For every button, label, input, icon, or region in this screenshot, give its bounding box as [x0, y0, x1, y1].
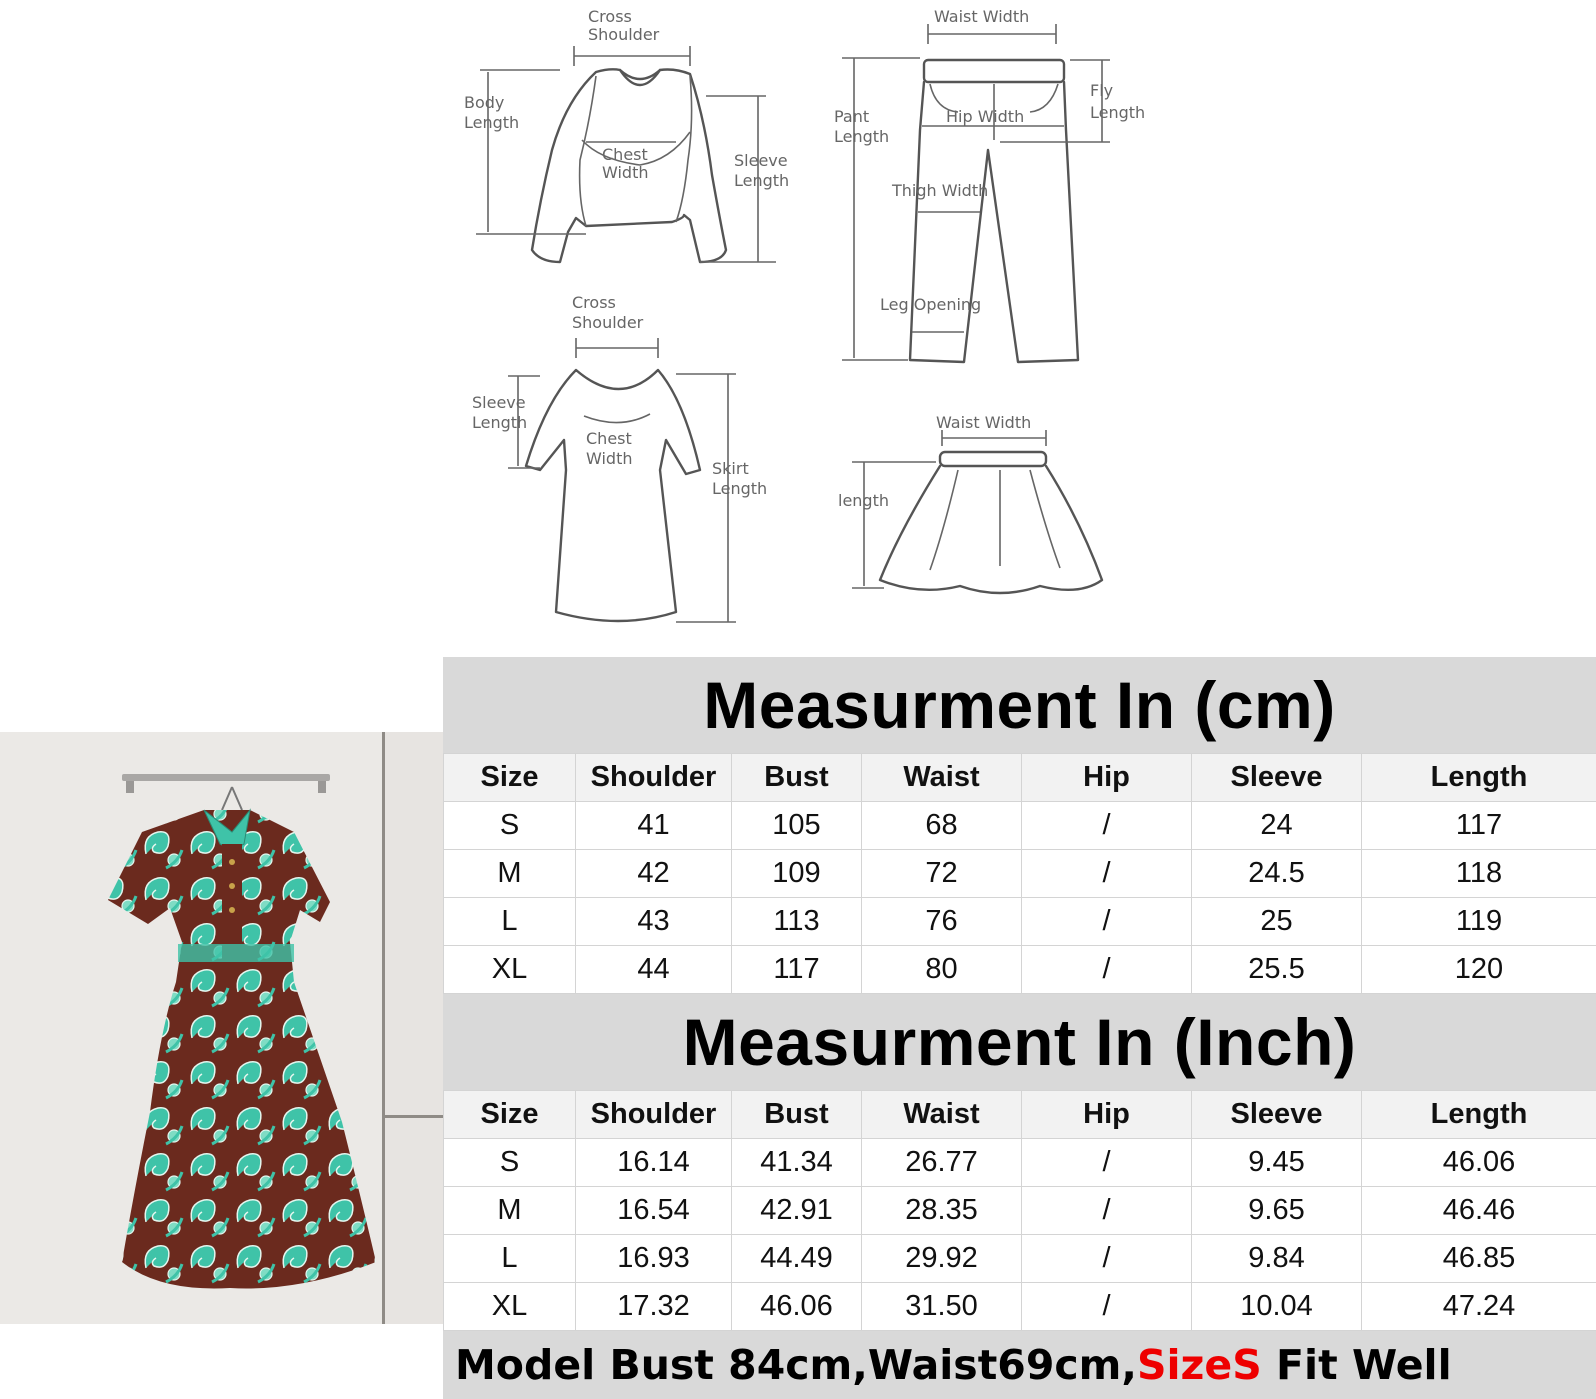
table-cell: 44.49	[732, 1235, 862, 1283]
table-row	[444, 1139, 1596, 1187]
skirt-length-label: length	[838, 491, 889, 510]
dress-illustration	[526, 370, 700, 621]
column-header-waist: Waist	[862, 754, 1022, 802]
table-row	[444, 1283, 1596, 1331]
sweater-body-length-label: Body	[464, 93, 504, 112]
dress-cross-shoulder-label: Cross	[572, 293, 616, 312]
model-fit-size-highlight: SizeS	[1137, 1341, 1262, 1389]
dress-photo	[0, 732, 443, 1324]
sweater-cross-shoulder-label: Cross	[588, 7, 632, 26]
model-fit-note-prefix: Model Bust 84cm,Waist69cm,	[455, 1341, 1137, 1389]
dress-sleeve-length-label: Sleeve	[472, 393, 526, 412]
table-cell: 119	[1362, 898, 1596, 946]
table-cell: 10.04	[1192, 1283, 1362, 1331]
sweater-chest-width-label: Chest	[602, 145, 648, 164]
table-cell: 118	[1362, 850, 1596, 898]
model-fit-note-suffix: Fit Well	[1262, 1341, 1452, 1389]
dress-cross-shoulder-label-2: Shoulder	[572, 313, 644, 332]
pants-fly-length-label-2: Length	[1090, 103, 1145, 122]
table-cell: 16.14	[576, 1139, 732, 1187]
column-header-sleeve: Sleeve	[1192, 1091, 1362, 1139]
dress-measure-lines	[508, 338, 736, 622]
column-header-bust: Bust	[732, 1091, 862, 1139]
table-cell: 76	[862, 898, 1022, 946]
skirt-illustration	[880, 452, 1102, 593]
pants-waist-width-label: Waist Width	[934, 7, 1029, 26]
table-cell: XL	[444, 1283, 576, 1331]
table-cell: S	[444, 802, 576, 850]
table-cell: 16.93	[576, 1235, 732, 1283]
pants-leg-opening-label: Leg Opening	[880, 295, 981, 314]
table-cell: 72	[862, 850, 1022, 898]
column-header-waist: Waist	[862, 1091, 1022, 1139]
table-cell: 41	[576, 802, 732, 850]
column-header-size: Size	[444, 754, 576, 802]
column-header-shoulder: Shoulder	[576, 1091, 732, 1139]
table-cell: 9.45	[1192, 1139, 1362, 1187]
table-cell: 46.06	[732, 1283, 862, 1331]
table-row	[444, 898, 1596, 946]
sweater-body-length-label-2: Length	[464, 113, 519, 132]
sweater-cross-shoulder-label-2: Shoulder	[588, 25, 660, 44]
dress-chest-width-label-2: Width	[586, 449, 632, 468]
table-cell: 117	[1362, 802, 1596, 850]
table-cell: 9.84	[1192, 1235, 1362, 1283]
table-cell: XL	[444, 946, 576, 994]
table-cell: 44	[576, 946, 732, 994]
dress-skirt-length-label-2: Length	[712, 479, 767, 498]
table-cell: /	[1022, 946, 1192, 994]
cm-table-title: Measurment In (cm)	[443, 657, 1596, 753]
column-header-hip: Hip	[1022, 1091, 1192, 1139]
table-cell: 109	[732, 850, 862, 898]
table-cell: L	[444, 1235, 576, 1283]
table-cell: 46.85	[1362, 1235, 1596, 1283]
column-header-size: Size	[444, 1091, 576, 1139]
table-cell: 68	[862, 802, 1022, 850]
table-cell: 43	[576, 898, 732, 946]
table-cell: 46.46	[1362, 1187, 1596, 1235]
table-cell: 17.32	[576, 1283, 732, 1331]
table-cell: M	[444, 1187, 576, 1235]
table-cell: 24.5	[1192, 850, 1362, 898]
table-cell: M	[444, 850, 576, 898]
inch-size-table	[443, 1090, 1596, 1331]
sweater-chest-width-label-2: Width	[602, 163, 648, 182]
table-cell: 42	[576, 850, 732, 898]
sweater-sleeve-length-label-2: Length	[734, 171, 789, 190]
table-cell: /	[1022, 898, 1192, 946]
pants-fly-length-label: Fly	[1090, 81, 1113, 100]
table-cell: /	[1022, 1283, 1192, 1331]
table-row	[444, 946, 1596, 994]
cm-header-row	[444, 754, 1596, 802]
cm-size-table	[443, 753, 1596, 994]
product-photo-panel	[0, 660, 443, 1398]
inch-header-row	[444, 1091, 1596, 1139]
column-header-length: Length	[1362, 1091, 1596, 1139]
dress-skirt-length-label: Skirt	[712, 459, 749, 478]
pants-thigh-width-label: Thigh Width	[891, 181, 988, 200]
column-header-length: Length	[1362, 754, 1596, 802]
dress-chest-width-label: Chest	[586, 429, 632, 448]
table-cell: 25.5	[1192, 946, 1362, 994]
column-header-shoulder: Shoulder	[576, 754, 732, 802]
table-cell: /	[1022, 1235, 1192, 1283]
skirt-waist-width-label: Waist Width	[936, 413, 1031, 432]
table-cell: 41.34	[732, 1139, 862, 1187]
table-cell: 9.65	[1192, 1187, 1362, 1235]
table-cell: 24	[1192, 802, 1362, 850]
table-cell: 47.24	[1362, 1283, 1596, 1331]
table-row	[444, 802, 1596, 850]
table-cell: /	[1022, 1187, 1192, 1235]
table-cell: 31.50	[862, 1283, 1022, 1331]
table-cell: L	[444, 898, 576, 946]
table-cell: 120	[1362, 946, 1596, 994]
table-row	[444, 1235, 1596, 1283]
table-cell: /	[1022, 1139, 1192, 1187]
measurement-diagram	[0, 0, 1596, 660]
table-cell: /	[1022, 802, 1192, 850]
table-cell: 25	[1192, 898, 1362, 946]
table-cell: 26.77	[862, 1139, 1022, 1187]
table-cell: 28.35	[862, 1187, 1022, 1235]
size-chart	[443, 657, 1596, 1397]
table-cell: 117	[732, 946, 862, 994]
pants-hip-width-label: Hip Width	[946, 107, 1024, 126]
pants-pant-length-label: Pant	[834, 107, 869, 126]
table-cell: 80	[862, 946, 1022, 994]
table-cell: 42.91	[732, 1187, 862, 1235]
pants-pant-length-label-2: Length	[834, 127, 889, 146]
sweater-sleeve-length-label: Sleeve	[734, 151, 788, 170]
table-cell: 105	[732, 802, 862, 850]
table-cell: 29.92	[862, 1235, 1022, 1283]
inch-table-title: Measurment In (Inch)	[443, 994, 1596, 1090]
table-cell: 113	[732, 898, 862, 946]
table-cell: 46.06	[1362, 1139, 1596, 1187]
table-cell: /	[1022, 850, 1192, 898]
pants-illustration	[910, 60, 1078, 362]
table-row	[444, 1187, 1596, 1235]
table-cell: S	[444, 1139, 576, 1187]
table-row	[444, 850, 1596, 898]
column-header-sleeve: Sleeve	[1192, 754, 1362, 802]
column-header-bust: Bust	[732, 754, 862, 802]
model-fit-note	[443, 1331, 1596, 1399]
dress-sleeve-length-label-2: Length	[472, 413, 527, 432]
table-cell: 16.54	[576, 1187, 732, 1235]
column-header-hip: Hip	[1022, 754, 1192, 802]
